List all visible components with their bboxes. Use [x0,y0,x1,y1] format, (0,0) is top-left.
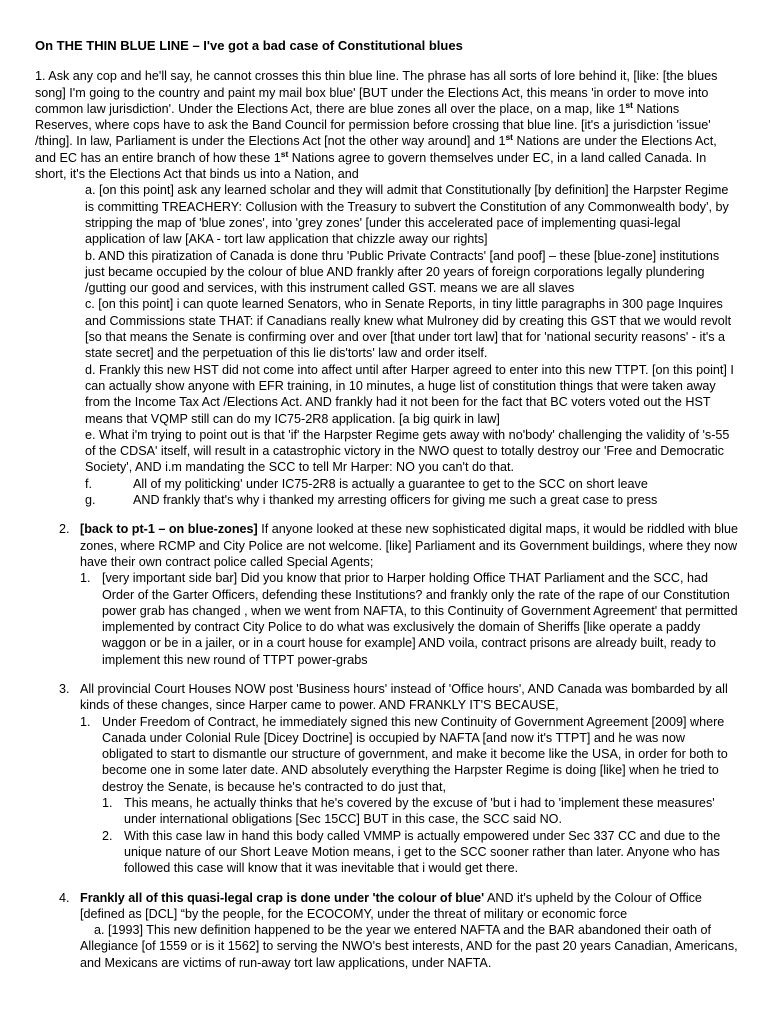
section-3-text: All provincial Court Houses NOW post 'Business hours' instead of 'Office hours', AND Canada was bombarded by all kinds of these changes, since Harper came to power. AND FRANKLY IT'S BECAUSE, [80,681,728,713]
section-4-item-a-text: a. [1993] This new definition happened to be the year we entered NAFTA and the BAR abandoned their oath of Allegiance [of 1559 or is it 1562] to serving the NWO's best interests, AND for the past 20 years Canadian, Americans, and Mexicans are victims of run-away tort law applications, under NAFTA. [80,923,738,970]
section-4-body [80,890,738,923]
list-item-text: AND frankly that's why i thanked my arresting officers for giving me such a great case to press [133,493,658,508]
list-item-label: g. [85,493,96,508]
paragraph-1-items [85,182,738,508]
list-item: d. Frankly this new HST did not come into affect until after Harper agreed to enter into this new TTPT. [on this point] I can actually show anyone with EFR training, in 10 minutes, a huge list of constitution things that were taken away from the Income Tax Act /Elections Act. AND frankly had it not been for the fact that BC voters voted out the HST means that VQMP still can do my IC75-2R8 application. [a big quirk in law] [85,362,734,426]
p1-sup-2: st [505,132,514,143]
section-number: 3. [59,681,70,696]
section-3 [35,681,738,877]
section-3-subsubitem [80,828,738,877]
p1-text-1: 1. Ask any cop and he'll say, he cannot crosses this thin blue line. The phrase has all sorts of lore behind it, [like: [the blues song] I'm going to the country and paint my mail box blue' [BUT under the Elections Act, this means 'in order to move into common law jurisdiction'. Under the Elections Act, there are blue zones all over the place, on a map, like 1 [35,69,718,116]
list-item [85,476,738,492]
list-item: b. AND this piratization of Canada is done thru 'Public Private Contracts' [and poof] – these [blue-zone] institutions just became occupied by the colour of blue AND frankly after 20 years of foreign corporations legally plundering /gutting our good and services, with this instrument called GST. means we are all slaves [85,248,720,296]
subitem-text: [very important side bar] Did you know that prior to Harper holding Office THAT Parliament and the SCC, had Order of the Garter Officers, defending these Institutions? and frankly only the rate of the rape of our Constitution power grab has changed , when we went from NAFTA, to this Continuity of Government Agreement' that permitted implemented by contract City Police to do what was exclusively the domain of Sheriffs [like operate a paddy waggon or be in a jailer, or in a court house for example] AND voila, contract prisons are already built, ready to implement this new round of TTPT power-grabs [102,571,738,667]
p1-text-4: Nations agree to govern themselves under EC, in a land called Canada. In short, it's the Elections Act that binds us into a Nation, and [35,150,707,182]
section-2-heading: [back to pt-1 – on blue-zones] [80,522,258,537]
p1-sup-1: st [625,99,633,110]
section-4-text: AND it's upheld by the Colour of Office [defined as [DCL] “by the people, for the ECOCOMY, under the threat of military or economic force [80,890,702,921]
section-2-body [80,521,738,570]
section-4-heading: Frankly all of this quasi-legal crap is done under 'the colour of blue' [80,890,485,905]
subsubitem-text: This means, he actually thinks that he's covered by the excuse of 'but i had to 'implement these measures' under international obligations [Sec 15CC] BUT in this case, the SCC said NO. [124,796,715,827]
subsubitem-number: 1. [102,796,113,811]
paragraph-1 [35,68,738,182]
list-item: c. [on this point] i can quote learned Senators, who in Senate Reports, in tiny little paragraphs in 300 page Inquires and Commissions state THAT: if Canadians really knew what Mulroney did by creating this GST that we would revolt [so that means the Senate is confirming over and over [that under tort law] that for 'national security reasons' - it's a state secret] and the perpetuation of this lie dis'torts' law and order itself. [85,297,732,361]
list-item: a. [on this point] ask any learned scholar and they will admit that Constitutionally [by definition] the Harpster Regime is committing TREACHERY: Collusion with the Treasury to subvert the Constitution of any Commonwealth body', by stripping the map of 'blue zones', into 'grey zones' [under this accelerated pace of implementing quasi-legal application of law [AKA - tort law application that chizzle away our rights] [85,183,729,247]
list-item [85,492,738,508]
subitem-number: 1. [80,714,91,729]
p1-text-2: Nations Reserves, where cops have to ask the Band Council for permission before crossing that blue line. [it's a jurisdiction 'issue' /thing]. In law, Parliament is under the Elections Act [not the other way around] and 1 [35,101,711,149]
document-title: On THE THIN BLUE LINE – I've got a bad case of Constitutional blues [35,38,463,53]
section-3-subitem [80,714,738,795]
section-number: 2. [59,522,70,537]
subsubitem-number: 2. [102,828,113,843]
section-2-text: If anyone looked at these new sophisticated digital maps, it would be riddled with blue zones, where RCMP and City Police are not welcome. [like] Parliament and its Government buildings, where they now have their own contract police called Special Agents; [80,522,738,569]
subitem-number: 1. [80,571,91,586]
subsubitem-text: With this case law in hand this body called VMMP is actually empowered under Sec 337 CC and due to the unique nature of our Short Leave Motion means, i get to the SCC sooner rather than later. Anyone who has followed this case will know that it was inevitable that i would get there. [124,828,721,876]
section-2-subitem [80,570,738,668]
section-4 [35,890,738,971]
list-item-label: f. [85,476,92,491]
p1-sup-3: st [280,148,289,159]
section-2 [35,521,738,668]
section-3-subsubitem [80,795,738,828]
section-4-item-a [80,922,738,971]
subitem-text: Under Freedom of Contract, he immediately signed this new Continuity of Government Agreement [2009] where Canada under Colonial Rule [Dicey Doctrine] is occupied by NAFTA [and now it's TTPT] and he was now obligated to start to dismantle our structure of government, and make it become like the USA, in order for both to become one in some later date. AND absolutely everything the Harpster Regime is doing [like] when he tried to destroy the Senate, is because he's contracted to do just that, [102,714,728,794]
section-number: 4. [59,890,70,905]
list-item-text: All of my politicking' under IC75-2R8 is actually a guarantee to get to the SCC on short leave [133,476,648,491]
p1-text-3: Nations are under the Elections Act, and EC has an entire branch of how these 1 [35,134,717,165]
list-item: e. What i'm trying to point out is that 'if' the Harpster Regime gets away with no'body' challenging the validity of 's-55 of the CDSA' itself, will result in a catastrophic victory in the NWO quest to totally destroy our 'Free and Democratic Society', AND i.m mandating the SCC to tell Mr Harper: NO you can't do that. [85,427,730,475]
